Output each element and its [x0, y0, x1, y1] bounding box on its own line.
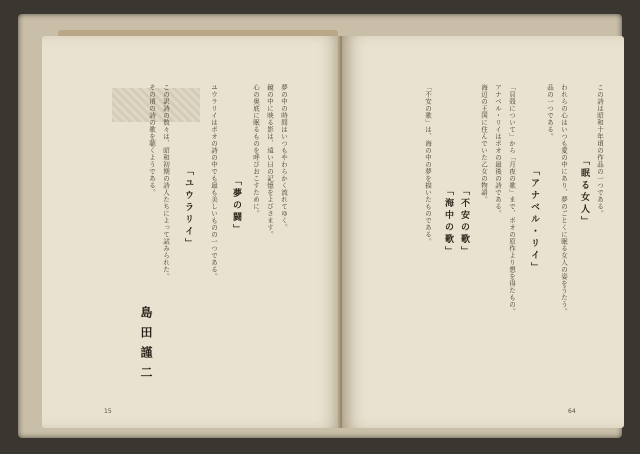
- author-name: 島田謹二: [139, 306, 153, 386]
- section-heading: 「アナベル・リイ」: [529, 166, 539, 274]
- text-column: 夢の中の時間はいつもやわらかく流れてゆく。: [280, 84, 288, 231]
- page-number: 64: [568, 408, 576, 415]
- text-column: 「貝殻について」から「月夜の歌」まで、ポオの原作より想を得たもの。: [508, 84, 516, 315]
- text-column: 心の奥底に眠るものを呼びおこすために。: [252, 84, 260, 217]
- book-spread: [18, 14, 622, 438]
- text-column: アナベル・リイはポオの最後の詩である。: [494, 84, 502, 217]
- right-page: [342, 36, 624, 428]
- text-column: 品の一つである。: [546, 84, 554, 140]
- section-heading: 「夢の闘」: [231, 176, 241, 236]
- section-heading: 「海中の歌」: [443, 186, 453, 258]
- left-page: [42, 36, 342, 428]
- section-heading: 「ユウラリイ」: [183, 166, 193, 250]
- section-heading: 「不安の歌」: [459, 186, 469, 258]
- page-number: 15: [104, 408, 112, 415]
- text-column: われらの心はいつも愛の中にあり、夢のごとくに眠る女人の姿をうたう。: [560, 84, 568, 315]
- text-column: ユウラリイはポオの詩の中でも最も美しいものの一つである。: [210, 84, 218, 280]
- text-column: その頃の詩の歌を聴くようである。: [148, 84, 156, 196]
- text-column: 海辺の王国に住んでいた乙女の物語。: [480, 84, 488, 203]
- text-column: この詩は昭和十年頃の作品の一つである。: [596, 84, 604, 217]
- text-column: 鏡の中に映る影は、遠い日の記憶をよびさます。: [266, 84, 274, 238]
- text-column: この訳詩の数々は、昭和初期の詩人たちによって試みられた。: [162, 84, 170, 280]
- section-heading: 「眠る女人」: [579, 156, 589, 228]
- text-column: 「不安の歌」は、海の中の夢を描いたものである。: [424, 84, 432, 245]
